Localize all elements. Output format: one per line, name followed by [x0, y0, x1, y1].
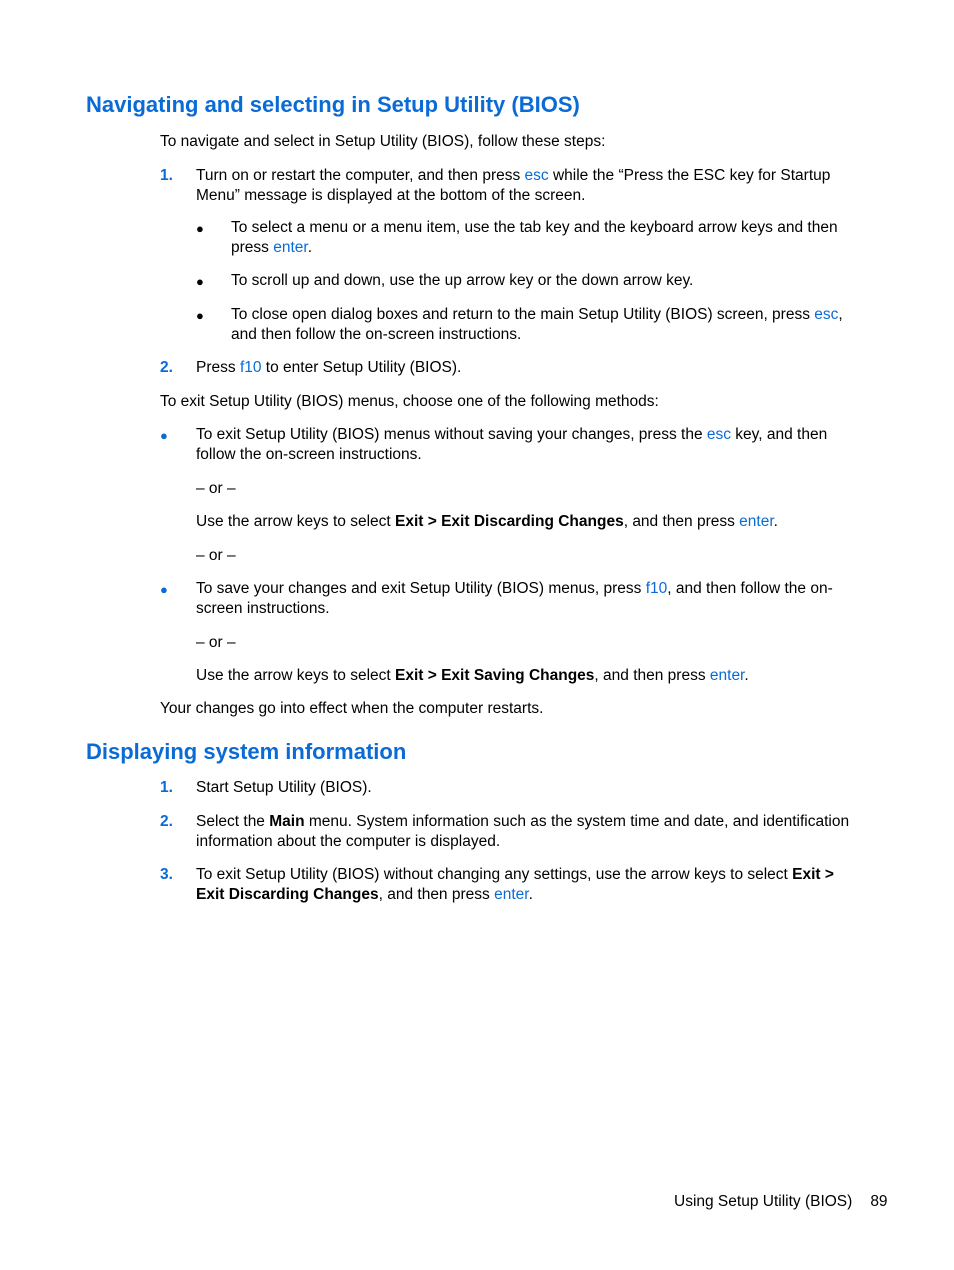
- key-esc: esc: [814, 306, 839, 323]
- key-f10: f10: [239, 359, 262, 376]
- key-esc: esc: [524, 167, 549, 184]
- sysinfo-step-2: Select the Main menu. System information such as the system time and date, and identification information about the computer is displayed.: [196, 813, 850, 850]
- exit-method-discard-alt: Use the arrow keys to select Exit > Exit Discarding Changes, and then press enter.: [196, 513, 778, 530]
- page-footer: [674, 1192, 888, 1212]
- exit-method-save-alt: Use the arrow keys to select Exit > Exit Saving Changes, and then press enter.: [196, 667, 749, 684]
- page-number: 89: [870, 1193, 888, 1210]
- sysinfo-step-3: To exit Setup Utility (BIOS) without changing any settings, use the arrow keys to select Exit > Exit Discarding Changes, and then press enter.: [196, 866, 834, 903]
- intro-paragraph: To navigate and select in Setup Utility (BIOS), follow these steps:: [160, 133, 606, 150]
- step-1-text: Turn on or restart the computer, and then press esc while the “Press the ESC key for Startup Menu” message is displayed at the bottom of the screen.: [196, 167, 831, 204]
- step-number: 2.: [160, 359, 173, 376]
- key-enter: enter: [709, 667, 745, 684]
- bullet-icon: ●: [196, 221, 204, 236]
- step-2-text: Press f10 to enter Setup Utility (BIOS).: [196, 359, 462, 376]
- key-enter: enter: [273, 238, 308, 256]
- outro-paragraph: Your changes go into effect when the computer restarts.: [160, 700, 544, 717]
- step-number: 3.: [160, 866, 173, 883]
- bullet-icon: ●: [196, 274, 204, 289]
- step-number: 2.: [160, 813, 173, 830]
- section-title-system-info: Displaying system information: [86, 739, 407, 764]
- menu-path: Exit > Exit Discarding Changes: [196, 866, 834, 903]
- step-number: 1.: [160, 167, 173, 184]
- bullet-icon: ●: [196, 308, 204, 323]
- sysinfo-step-1: Start Setup Utility (BIOS).: [196, 779, 372, 796]
- step-number: 1.: [160, 779, 173, 796]
- or-separator: – or –: [196, 480, 236, 497]
- exit-method-discard: To exit Setup Utility (BIOS) menus without saving your changes, press the esc key, and then follow the on-screen instructions.: [196, 426, 828, 463]
- exit-intro-paragraph: To exit Setup Utility (BIOS) menus, choose one of the following methods:: [160, 393, 659, 410]
- key-enter: enter: [739, 513, 774, 530]
- bullet-icon: ●: [160, 582, 168, 597]
- or-separator: – or –: [196, 634, 236, 651]
- sub-bullet-select-menu: To select a menu or a menu item, use the tab key and the keyboard arrow keys and then press enter.: [231, 219, 838, 256]
- exit-method-save: To save your changes and exit Setup Utility (BIOS) menus, press f10, and then follow the on-screen instructions.: [196, 580, 833, 617]
- sub-bullet-close-dialogs: To close open dialog boxes and return to the main Setup Utility (BIOS) screen, press esc, and then follow the on-screen instructions.: [231, 306, 843, 343]
- menu-path: Exit > Exit Saving Changes: [395, 667, 595, 684]
- bullet-icon: ●: [160, 428, 168, 443]
- key-esc: esc: [706, 426, 731, 443]
- key-enter: enter: [494, 885, 529, 903]
- or-separator: – or –: [196, 547, 236, 564]
- menu-path: Exit > Exit Discarding Changes: [395, 513, 624, 530]
- sub-bullet-scroll: To scroll up and down, use the up arrow key or the down arrow key.: [231, 272, 694, 289]
- menu-name: Main: [269, 813, 305, 830]
- section-title-navigating: Navigating and selecting in Setup Utility (BIOS): [86, 92, 580, 117]
- key-f10: f10: [645, 580, 668, 597]
- footer-chapter-title: Using Setup Utility (BIOS): [674, 1193, 853, 1210]
